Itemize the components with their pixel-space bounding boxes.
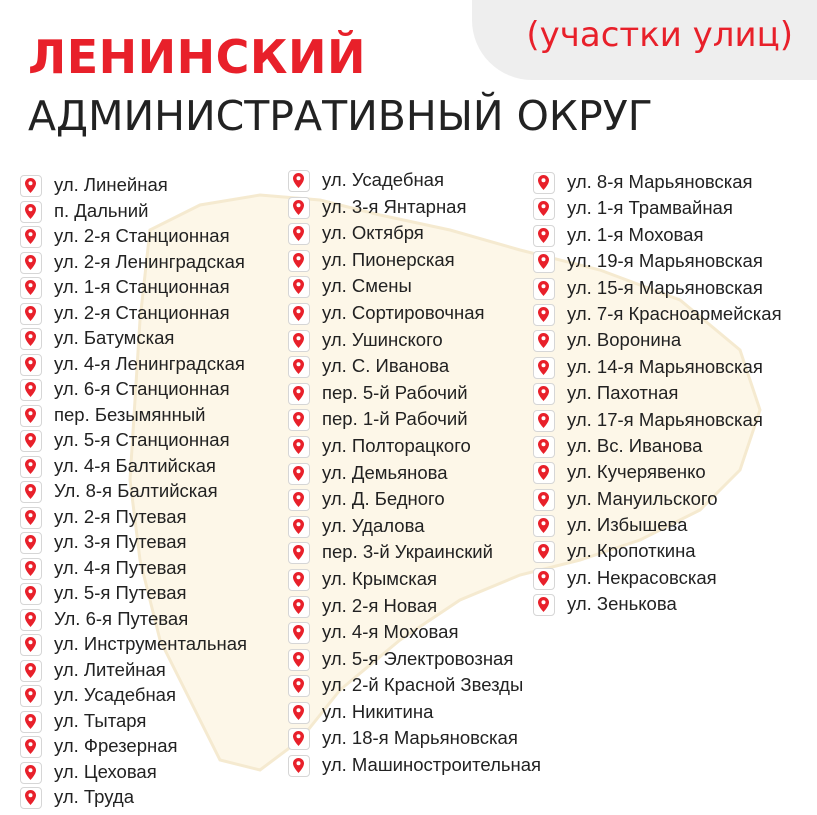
street-name: ул. Усадебная — [54, 684, 176, 705]
street-name: ул. Труда — [54, 786, 134, 807]
map-pin-icon — [288, 622, 310, 644]
map-pin-icon — [288, 436, 310, 458]
street-name: пер. Безымянный — [54, 403, 206, 425]
map-pin-icon — [288, 250, 310, 272]
street-name: ул. 5-я Путевая — [54, 582, 187, 603]
map-pin-icon — [20, 736, 42, 758]
street-name: ул. 17-я Марьяновская — [567, 408, 763, 430]
map-pin-icon — [288, 569, 310, 591]
street-name: пер. 5-й Рабочий — [322, 381, 468, 403]
map-pin-icon — [20, 430, 42, 452]
street-name: ул. Усадебная — [322, 169, 444, 190]
street-name: пер. 3-й Украинский — [322, 541, 493, 563]
street-name: ул. 2-я Новая — [322, 594, 438, 616]
map-pin-icon — [288, 303, 310, 325]
map-pin-icon — [288, 197, 310, 219]
street-name: Ул. 6-я Путевая — [54, 607, 189, 629]
street-name: ул. 3-я Янтарная — [322, 195, 467, 217]
street-name: п. Дальний — [54, 199, 149, 221]
street-name: ул. Кучерявенко — [567, 461, 706, 483]
street-name: ул. Избышева — [567, 514, 688, 536]
street-name: ул. Цеховая — [54, 760, 157, 782]
street-name: ул. Крымская — [322, 567, 438, 589]
street-name: ул. Линейная — [54, 174, 168, 195]
map-pin-icon — [288, 276, 310, 298]
page-subtitle: АДМИНИСТРАТИВНЫЙ ОКРУГ — [28, 92, 653, 140]
map-pin-icon — [20, 226, 42, 248]
map-pin-icon — [20, 685, 42, 707]
street-name: ул. Батумская — [54, 327, 175, 348]
map-pin-icon — [288, 489, 310, 511]
map-pin-icon — [288, 755, 310, 777]
street-name: ул. С. Иванова — [322, 355, 450, 377]
map-pin-icon — [288, 596, 310, 618]
street-name: ул. Тытаря — [54, 709, 147, 731]
street-name: ул. Демьянова — [322, 461, 448, 483]
map-pin-icon — [533, 330, 555, 352]
street-name: пер. 1-й Рабочий — [322, 408, 468, 430]
map-pin-icon — [20, 762, 42, 784]
map-pin-icon — [20, 507, 42, 529]
map-pin-icon — [533, 172, 555, 194]
street-name: ул. 14-я Марьяновская — [567, 355, 763, 377]
street-name: ул. 4-я Ленинградская — [54, 352, 245, 374]
street-name: ул. Зенькова — [567, 593, 677, 615]
map-pin-icon — [20, 252, 42, 274]
map-pin-icon — [288, 170, 310, 192]
map-pin-icon — [288, 728, 310, 750]
street-name: ул. 3-я Путевая — [54, 531, 187, 552]
street-name: ул. 1-я Трамвайная — [567, 197, 733, 219]
map-pin-icon — [288, 223, 310, 245]
map-pin-icon — [20, 201, 42, 223]
map-pin-icon — [533, 541, 555, 563]
map-pin-icon — [533, 489, 555, 511]
street-name: ул. 6-я Станционная — [54, 378, 230, 399]
street-name: ул. Литейная — [54, 658, 166, 680]
street-name: ул. 2-й Красной Звезды — [322, 674, 524, 696]
map-pin-icon — [20, 583, 42, 605]
map-pin-icon — [20, 277, 42, 299]
map-pin-icon — [288, 356, 310, 378]
map-pin-icon — [20, 634, 42, 656]
street-name: ул. 2-я Ленинградская — [54, 250, 245, 272]
map-pin-icon — [533, 462, 555, 484]
street-name: ул. Удалова — [322, 514, 425, 536]
map-pin-icon — [533, 357, 555, 379]
street-name: ул. Фрезерная — [54, 735, 178, 756]
map-pin-icon — [533, 410, 555, 432]
street-name: ул. 2-я Станционная — [54, 301, 230, 323]
street-name: ул. Некрасовская — [567, 566, 717, 588]
street-name: ул. Ушинского — [322, 328, 443, 350]
street-name: ул. Воронина — [567, 329, 682, 351]
street-name: ул. Октября — [322, 222, 424, 244]
street-name: ул. 7-я Красноармейская — [567, 302, 782, 324]
map-pin-icon — [533, 251, 555, 273]
map-pin-icon — [20, 379, 42, 401]
street-name: ул. 4-я Путевая — [54, 556, 187, 578]
street-name: ул. Инструментальная — [54, 633, 248, 654]
map-pin-icon — [288, 383, 310, 405]
map-pin-icon — [288, 702, 310, 724]
map-pin-icon — [533, 594, 555, 616]
map-pin-icon — [20, 787, 42, 809]
street-name: ул. 5-я Электровозная — [322, 647, 514, 669]
map-pin-icon — [533, 515, 555, 537]
street-name: ул. 8-я Марьяновская — [567, 171, 753, 192]
map-pin-icon — [288, 463, 310, 485]
map-pin-icon — [20, 711, 42, 733]
map-pin-icon — [533, 436, 555, 458]
street-name: ул. 4-я Балтийская — [54, 454, 216, 476]
map-pin-icon — [20, 354, 42, 376]
street-name: ул. 1-я Станционная — [54, 276, 230, 297]
map-pin-icon — [533, 198, 555, 220]
map-pin-icon — [288, 330, 310, 352]
street-name: ул. Полторацкого — [322, 434, 471, 456]
street-name: ул. Кропоткина — [567, 540, 696, 562]
map-pin-icon — [288, 675, 310, 697]
street-name: ул. 5-я Станционная — [54, 429, 230, 450]
subtitle: (участки улиц) — [526, 15, 793, 55]
map-pin-icon — [20, 481, 42, 503]
map-pin-icon — [20, 175, 42, 197]
map-pin-icon — [20, 405, 42, 427]
map-pin-icon — [533, 568, 555, 590]
street-name: ул. Смены — [322, 275, 412, 297]
map-pin-icon — [20, 532, 42, 554]
map-pin-icon — [288, 649, 310, 671]
street-name: ул. 1-я Моховая — [567, 223, 704, 245]
street-name: ул. 2-я Станционная — [54, 225, 230, 246]
map-pin-icon — [533, 225, 555, 247]
street-name: ул. 18-я Марьяновская — [322, 727, 518, 749]
street-name: Ул. 8-я Балтийская — [54, 480, 218, 501]
map-pin-icon — [20, 303, 42, 325]
map-pin-icon — [20, 609, 42, 631]
street-name: ул. Вс. Иванова — [567, 434, 703, 456]
map-pin-icon — [20, 328, 42, 350]
map-pin-icon — [20, 558, 42, 580]
street-name: ул. Никитина — [322, 700, 434, 722]
street-name: ул. Пионерская — [322, 248, 455, 270]
street-name: ул. Д. Бедного — [322, 488, 445, 510]
street-name: ул. 15-я Марьяновская — [567, 276, 763, 298]
map-pin-icon — [20, 456, 42, 478]
map-pin-icon — [533, 304, 555, 326]
street-name: ул. Машиностроительная — [322, 754, 542, 776]
street-name: ул. 4-я Моховая — [322, 621, 459, 643]
map-pin-icon — [533, 278, 555, 300]
street-name: ул. Пахотная — [567, 382, 679, 404]
page-title: ЛЕНИНСКИЙ — [28, 30, 366, 84]
map-pin-icon — [533, 383, 555, 405]
street-name: ул. Сортировочная — [322, 301, 485, 323]
street-name: ул. 19-я Марьяновская — [567, 250, 763, 272]
map-pin-icon — [288, 516, 310, 538]
map-pin-icon — [288, 542, 310, 564]
map-pin-icon — [288, 409, 310, 431]
street-name: ул. 2-я Путевая — [54, 505, 187, 527]
street-name: ул. Мануильского — [567, 487, 718, 509]
map-pin-icon — [20, 660, 42, 682]
